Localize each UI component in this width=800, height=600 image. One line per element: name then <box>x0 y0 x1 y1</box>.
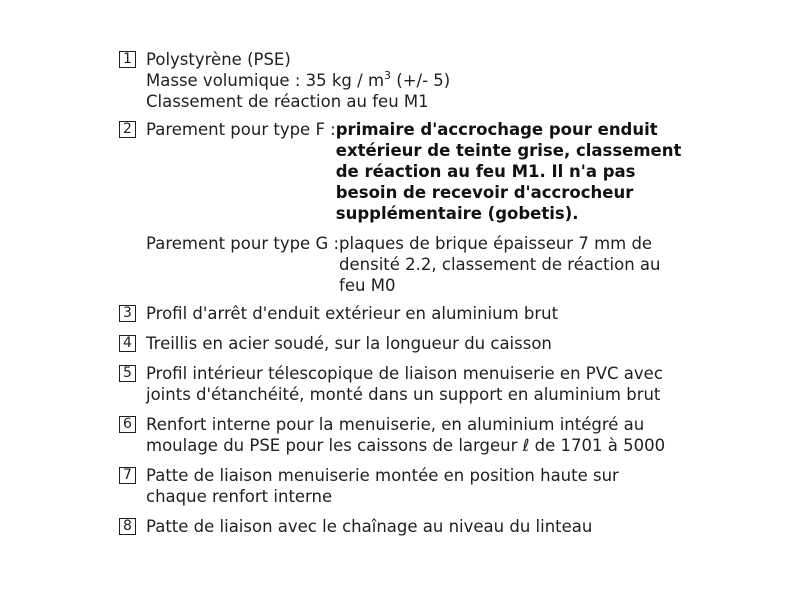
facing-type-f <box>146 119 759 224</box>
item-text-line: joints d'étanchéité, monté dans un support en aluminium brut <box>146 385 661 404</box>
item-text-line: Renfort interne pour la menuiserie, en aluminium intégré au <box>146 415 645 434</box>
item-text-line: Polystyrène (PSE) <box>146 50 291 69</box>
item-number-box: 1 <box>119 51 136 68</box>
legend-item-1 <box>119 49 759 112</box>
legend-item-8 <box>119 516 759 537</box>
item-text-line: chaque renfort interne <box>146 487 333 506</box>
legend-item-5 <box>119 363 759 405</box>
facing-type-f-label: Parement pour type F : <box>146 120 336 139</box>
density-line <box>146 70 759 91</box>
item-number-box: 6 <box>119 416 136 433</box>
item-number-box: 2 <box>119 121 136 138</box>
density-exponent: 3 <box>384 68 392 82</box>
legend-item-3 <box>119 303 759 324</box>
description-line: extérieur de teinte grise, classement <box>335 141 682 160</box>
description-line: besoin de recevoir d'accrocheur <box>335 183 634 202</box>
item-text-line: Classement de réaction au feu M1 <box>146 92 429 111</box>
facing-type-f-description <box>336 119 682 224</box>
description-line: supplémentaire (gobetis). <box>335 204 579 223</box>
item-number-box: 4 <box>119 335 136 352</box>
description-line: plaques de brique épaisseur 7 mm de <box>339 234 653 253</box>
description-line: densité 2.2, classement de réaction au <box>339 255 661 274</box>
item-number-box: 8 <box>119 518 136 535</box>
legend <box>119 49 759 537</box>
density-text: Masse volumique : 35 kg / m <box>146 71 385 90</box>
item-text-line: Profil d'arrêt d'enduit extérieur en aluminium brut <box>146 304 559 323</box>
item-number-box: 7 <box>119 467 136 484</box>
legend-item-7 <box>119 465 759 507</box>
item-text-line: Treillis en acier soudé, sur la longueur du caisson <box>146 334 552 353</box>
description-line: primaire d'accrochage pour enduit <box>335 120 658 139</box>
item-text-line: Patte de liaison avec le chaînage au niveau du linteau <box>146 517 593 536</box>
facing-type-g <box>146 233 759 296</box>
item-text-line: moulage du PSE pour les caissons de largeur ℓ de 1701 à 5000 <box>146 436 666 455</box>
description-line: feu M0 <box>339 276 396 295</box>
facing-type-g-label: Parement pour type G : <box>146 234 340 253</box>
item-text-line: Profil intérieur télescopique de liaison menuiserie en PVC avec <box>146 364 663 383</box>
item-number-box: 3 <box>119 305 136 322</box>
legend-item-4 <box>119 333 759 354</box>
facing-type-g-description <box>339 233 660 296</box>
legend-item-6 <box>119 414 759 456</box>
description-line: de réaction au feu M1. Il n'a pas <box>335 162 636 181</box>
item-text-line: Patte de liaison menuiserie montée en position haute sur <box>146 466 619 485</box>
item-number-box: 5 <box>119 365 136 382</box>
legend-item-2 <box>119 119 759 296</box>
density-tolerance: (+/- 5) <box>391 71 451 90</box>
